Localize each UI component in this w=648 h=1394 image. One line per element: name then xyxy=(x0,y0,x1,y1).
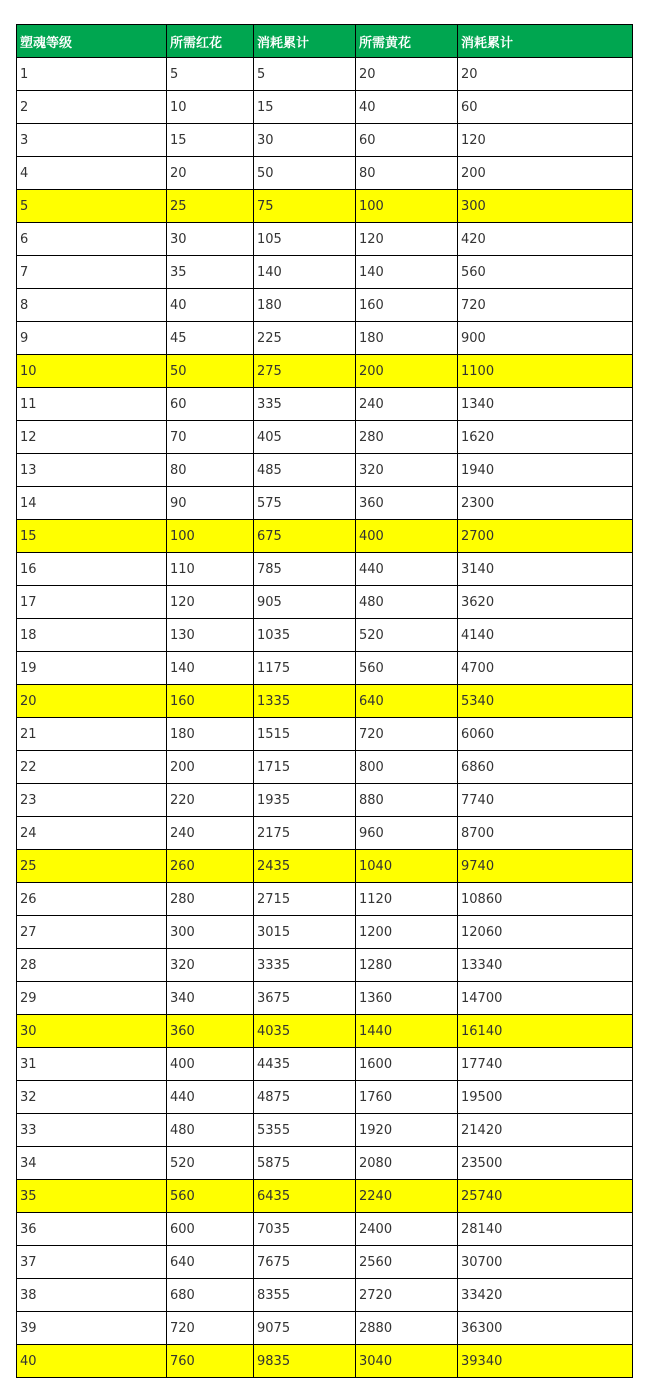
cell-yellow-flower-required: 960 xyxy=(356,817,458,850)
cell-yellow-flower-cumulative: 560 xyxy=(458,256,633,289)
cell-yellow-flower-required: 1600 xyxy=(356,1048,458,1081)
cell-red-flower-cumulative: 675 xyxy=(254,520,356,553)
column-header-red-flower-required: 所需红花 xyxy=(167,25,254,58)
cell-level: 15 xyxy=(17,520,167,553)
table-row xyxy=(17,1048,633,1081)
cell-yellow-flower-cumulative: 10860 xyxy=(458,883,633,916)
header-row xyxy=(17,25,633,58)
table-row xyxy=(17,619,633,652)
cell-yellow-flower-cumulative: 23500 xyxy=(458,1147,633,1180)
cell-level: 25 xyxy=(17,850,167,883)
cell-level: 7 xyxy=(17,256,167,289)
table-row xyxy=(17,388,633,421)
cell-level: 21 xyxy=(17,718,167,751)
column-header-red-flower-cumulative: 消耗累计 xyxy=(254,25,356,58)
table-row xyxy=(17,487,633,520)
cell-yellow-flower-cumulative: 1620 xyxy=(458,421,633,454)
cell-red-flower-cumulative: 485 xyxy=(254,454,356,487)
cell-red-flower-required: 5 xyxy=(167,58,254,91)
cell-red-flower-required: 760 xyxy=(167,1345,254,1378)
cell-level: 26 xyxy=(17,883,167,916)
cell-yellow-flower-cumulative: 1340 xyxy=(458,388,633,421)
cell-red-flower-cumulative: 3335 xyxy=(254,949,356,982)
cell-yellow-flower-cumulative: 900 xyxy=(458,322,633,355)
cell-red-flower-cumulative: 785 xyxy=(254,553,356,586)
cell-yellow-flower-cumulative: 300 xyxy=(458,190,633,223)
cell-yellow-flower-cumulative: 19500 xyxy=(458,1081,633,1114)
cell-red-flower-cumulative: 2175 xyxy=(254,817,356,850)
cell-level: 22 xyxy=(17,751,167,784)
cell-level: 37 xyxy=(17,1246,167,1279)
table-row xyxy=(17,190,633,223)
cell-level: 29 xyxy=(17,982,167,1015)
table-row xyxy=(17,1081,633,1114)
table-row xyxy=(17,949,633,982)
cell-yellow-flower-cumulative: 13340 xyxy=(458,949,633,982)
cell-yellow-flower-required: 40 xyxy=(356,91,458,124)
cell-yellow-flower-cumulative: 200 xyxy=(458,157,633,190)
table-row xyxy=(17,916,633,949)
cell-yellow-flower-cumulative: 6860 xyxy=(458,751,633,784)
cell-yellow-flower-cumulative: 1100 xyxy=(458,355,633,388)
cell-yellow-flower-required: 1440 xyxy=(356,1015,458,1048)
cell-red-flower-cumulative: 15 xyxy=(254,91,356,124)
cell-red-flower-required: 280 xyxy=(167,883,254,916)
cell-red-flower-required: 240 xyxy=(167,817,254,850)
cell-yellow-flower-required: 1920 xyxy=(356,1114,458,1147)
cell-red-flower-cumulative: 1175 xyxy=(254,652,356,685)
cell-yellow-flower-cumulative: 30700 xyxy=(458,1246,633,1279)
cell-level: 18 xyxy=(17,619,167,652)
cell-yellow-flower-cumulative: 9740 xyxy=(458,850,633,883)
table-row xyxy=(17,1147,633,1180)
cell-yellow-flower-cumulative: 60 xyxy=(458,91,633,124)
cell-yellow-flower-cumulative: 6060 xyxy=(458,718,633,751)
cell-level: 34 xyxy=(17,1147,167,1180)
cell-red-flower-cumulative: 405 xyxy=(254,421,356,454)
table-row xyxy=(17,322,633,355)
cell-yellow-flower-cumulative: 1940 xyxy=(458,454,633,487)
cell-yellow-flower-cumulative: 20 xyxy=(458,58,633,91)
cell-red-flower-required: 360 xyxy=(167,1015,254,1048)
column-header-level: 塑魂等级 xyxy=(17,25,167,58)
cell-red-flower-cumulative: 4875 xyxy=(254,1081,356,1114)
cell-red-flower-cumulative: 105 xyxy=(254,223,356,256)
cell-red-flower-cumulative: 6435 xyxy=(254,1180,356,1213)
table-row xyxy=(17,1114,633,1147)
cell-red-flower-required: 50 xyxy=(167,355,254,388)
table-row xyxy=(17,817,633,850)
table-row xyxy=(17,58,633,91)
cell-level: 4 xyxy=(17,157,167,190)
table-row xyxy=(17,520,633,553)
table-row xyxy=(17,883,633,916)
cell-level: 11 xyxy=(17,388,167,421)
cell-red-flower-required: 70 xyxy=(167,421,254,454)
cell-level: 20 xyxy=(17,685,167,718)
cell-level: 14 xyxy=(17,487,167,520)
cell-red-flower-required: 520 xyxy=(167,1147,254,1180)
cell-yellow-flower-required: 880 xyxy=(356,784,458,817)
cell-red-flower-cumulative: 575 xyxy=(254,487,356,520)
cell-yellow-flower-required: 2880 xyxy=(356,1312,458,1345)
cell-yellow-flower-cumulative: 2700 xyxy=(458,520,633,553)
cell-yellow-flower-cumulative: 28140 xyxy=(458,1213,633,1246)
table-row xyxy=(17,289,633,322)
cell-red-flower-required: 30 xyxy=(167,223,254,256)
soul-level-cost-table xyxy=(16,24,633,1378)
table-row xyxy=(17,982,633,1015)
cell-red-flower-required: 320 xyxy=(167,949,254,982)
cell-red-flower-cumulative: 50 xyxy=(254,157,356,190)
cell-level: 8 xyxy=(17,289,167,322)
cell-red-flower-required: 110 xyxy=(167,553,254,586)
cell-yellow-flower-required: 800 xyxy=(356,751,458,784)
cell-red-flower-cumulative: 1715 xyxy=(254,751,356,784)
cell-red-flower-cumulative: 2435 xyxy=(254,850,356,883)
cell-yellow-flower-required: 1360 xyxy=(356,982,458,1015)
cell-level: 38 xyxy=(17,1279,167,1312)
cell-red-flower-cumulative: 5875 xyxy=(254,1147,356,1180)
cell-yellow-flower-required: 1200 xyxy=(356,916,458,949)
cell-level: 9 xyxy=(17,322,167,355)
cell-yellow-flower-cumulative: 4700 xyxy=(458,652,633,685)
cell-yellow-flower-required: 1280 xyxy=(356,949,458,982)
cell-red-flower-cumulative: 5 xyxy=(254,58,356,91)
cell-red-flower-cumulative: 9075 xyxy=(254,1312,356,1345)
cell-red-flower-required: 10 xyxy=(167,91,254,124)
cell-yellow-flower-required: 200 xyxy=(356,355,458,388)
table-row xyxy=(17,553,633,586)
cell-red-flower-cumulative: 75 xyxy=(254,190,356,223)
cell-red-flower-required: 220 xyxy=(167,784,254,817)
cell-red-flower-required: 200 xyxy=(167,751,254,784)
cell-level: 10 xyxy=(17,355,167,388)
cell-red-flower-required: 440 xyxy=(167,1081,254,1114)
table-row xyxy=(17,751,633,784)
cell-red-flower-cumulative: 140 xyxy=(254,256,356,289)
table-row xyxy=(17,586,633,619)
cell-red-flower-cumulative: 4035 xyxy=(254,1015,356,1048)
cell-yellow-flower-required: 2080 xyxy=(356,1147,458,1180)
cell-yellow-flower-cumulative: 14700 xyxy=(458,982,633,1015)
cell-red-flower-required: 40 xyxy=(167,289,254,322)
cell-level: 28 xyxy=(17,949,167,982)
cell-yellow-flower-required: 120 xyxy=(356,223,458,256)
cell-red-flower-required: 720 xyxy=(167,1312,254,1345)
cell-yellow-flower-cumulative: 2300 xyxy=(458,487,633,520)
cell-yellow-flower-cumulative: 17740 xyxy=(458,1048,633,1081)
cell-yellow-flower-required: 2720 xyxy=(356,1279,458,1312)
table-row xyxy=(17,1279,633,1312)
cell-red-flower-cumulative: 1335 xyxy=(254,685,356,718)
cell-red-flower-cumulative: 4435 xyxy=(254,1048,356,1081)
cell-red-flower-cumulative: 5355 xyxy=(254,1114,356,1147)
cell-level: 17 xyxy=(17,586,167,619)
cell-yellow-flower-required: 1120 xyxy=(356,883,458,916)
cell-level: 33 xyxy=(17,1114,167,1147)
cell-yellow-flower-required: 180 xyxy=(356,322,458,355)
cell-red-flower-cumulative: 275 xyxy=(254,355,356,388)
cell-level: 32 xyxy=(17,1081,167,1114)
table-row xyxy=(17,421,633,454)
table-row xyxy=(17,685,633,718)
cell-yellow-flower-required: 280 xyxy=(356,421,458,454)
cell-red-flower-required: 180 xyxy=(167,718,254,751)
cell-yellow-flower-cumulative: 3620 xyxy=(458,586,633,619)
cell-red-flower-required: 80 xyxy=(167,454,254,487)
cell-yellow-flower-required: 160 xyxy=(356,289,458,322)
cell-red-flower-required: 260 xyxy=(167,850,254,883)
cell-red-flower-required: 100 xyxy=(167,520,254,553)
cell-red-flower-required: 340 xyxy=(167,982,254,1015)
cell-level: 16 xyxy=(17,553,167,586)
cell-red-flower-cumulative: 7675 xyxy=(254,1246,356,1279)
cell-red-flower-cumulative: 8355 xyxy=(254,1279,356,1312)
cell-yellow-flower-cumulative: 39340 xyxy=(458,1345,633,1378)
table-row xyxy=(17,256,633,289)
cell-level: 39 xyxy=(17,1312,167,1345)
cell-yellow-flower-cumulative: 16140 xyxy=(458,1015,633,1048)
cell-red-flower-cumulative: 9835 xyxy=(254,1345,356,1378)
cell-red-flower-required: 140 xyxy=(167,652,254,685)
cell-red-flower-cumulative: 335 xyxy=(254,388,356,421)
cell-level: 5 xyxy=(17,190,167,223)
cell-red-flower-required: 160 xyxy=(167,685,254,718)
cell-yellow-flower-required: 2560 xyxy=(356,1246,458,1279)
cell-red-flower-required: 480 xyxy=(167,1114,254,1147)
cell-red-flower-required: 120 xyxy=(167,586,254,619)
table-row xyxy=(17,1312,633,1345)
cell-yellow-flower-required: 100 xyxy=(356,190,458,223)
cell-red-flower-required: 60 xyxy=(167,388,254,421)
cell-red-flower-required: 600 xyxy=(167,1213,254,1246)
table-row xyxy=(17,223,633,256)
table-row xyxy=(17,91,633,124)
table-row xyxy=(17,157,633,190)
cell-red-flower-required: 15 xyxy=(167,124,254,157)
table-row xyxy=(17,1246,633,1279)
cell-level: 6 xyxy=(17,223,167,256)
cell-yellow-flower-cumulative: 420 xyxy=(458,223,633,256)
cell-red-flower-required: 45 xyxy=(167,322,254,355)
table-header xyxy=(17,25,633,58)
table-row xyxy=(17,850,633,883)
cell-yellow-flower-required: 400 xyxy=(356,520,458,553)
cell-yellow-flower-required: 480 xyxy=(356,586,458,619)
cell-yellow-flower-required: 2400 xyxy=(356,1213,458,1246)
cell-yellow-flower-required: 240 xyxy=(356,388,458,421)
cell-yellow-flower-cumulative: 25740 xyxy=(458,1180,633,1213)
cell-yellow-flower-required: 560 xyxy=(356,652,458,685)
cell-level: 23 xyxy=(17,784,167,817)
cell-red-flower-cumulative: 30 xyxy=(254,124,356,157)
cell-yellow-flower-required: 2240 xyxy=(356,1180,458,1213)
cell-level: 40 xyxy=(17,1345,167,1378)
cell-yellow-flower-cumulative: 7740 xyxy=(458,784,633,817)
cell-red-flower-cumulative: 7035 xyxy=(254,1213,356,1246)
cell-yellow-flower-cumulative: 4140 xyxy=(458,619,633,652)
cell-yellow-flower-required: 720 xyxy=(356,718,458,751)
table-row xyxy=(17,784,633,817)
cell-red-flower-required: 300 xyxy=(167,916,254,949)
cell-yellow-flower-cumulative: 21420 xyxy=(458,1114,633,1147)
cell-yellow-flower-required: 640 xyxy=(356,685,458,718)
cell-yellow-flower-cumulative: 720 xyxy=(458,289,633,322)
table-body xyxy=(17,58,633,1378)
table-row xyxy=(17,652,633,685)
cell-yellow-flower-required: 320 xyxy=(356,454,458,487)
cell-yellow-flower-cumulative: 120 xyxy=(458,124,633,157)
cell-yellow-flower-cumulative: 12060 xyxy=(458,916,633,949)
cell-level: 12 xyxy=(17,421,167,454)
cell-red-flower-cumulative: 3675 xyxy=(254,982,356,1015)
cell-level: 27 xyxy=(17,916,167,949)
table-row xyxy=(17,355,633,388)
cell-red-flower-required: 680 xyxy=(167,1279,254,1312)
cell-level: 31 xyxy=(17,1048,167,1081)
cell-red-flower-required: 400 xyxy=(167,1048,254,1081)
cell-yellow-flower-required: 1760 xyxy=(356,1081,458,1114)
cell-level: 3 xyxy=(17,124,167,157)
cell-red-flower-required: 35 xyxy=(167,256,254,289)
cell-level: 1 xyxy=(17,58,167,91)
column-header-yellow-flower-cumulative: 消耗累计 xyxy=(458,25,633,58)
cell-yellow-flower-cumulative: 8700 xyxy=(458,817,633,850)
table-row xyxy=(17,1213,633,1246)
cell-yellow-flower-required: 3040 xyxy=(356,1345,458,1378)
cell-yellow-flower-required: 80 xyxy=(356,157,458,190)
table-row xyxy=(17,1180,633,1213)
cell-red-flower-required: 90 xyxy=(167,487,254,520)
cell-red-flower-required: 640 xyxy=(167,1246,254,1279)
cell-red-flower-cumulative: 225 xyxy=(254,322,356,355)
cell-yellow-flower-required: 520 xyxy=(356,619,458,652)
cell-red-flower-cumulative: 1935 xyxy=(254,784,356,817)
cell-level: 36 xyxy=(17,1213,167,1246)
cell-yellow-flower-required: 140 xyxy=(356,256,458,289)
column-header-yellow-flower-required: 所需黄花 xyxy=(356,25,458,58)
cell-yellow-flower-required: 1040 xyxy=(356,850,458,883)
cell-red-flower-cumulative: 3015 xyxy=(254,916,356,949)
cell-yellow-flower-required: 440 xyxy=(356,553,458,586)
cell-red-flower-cumulative: 2715 xyxy=(254,883,356,916)
cell-red-flower-required: 130 xyxy=(167,619,254,652)
cell-yellow-flower-required: 60 xyxy=(356,124,458,157)
table-row xyxy=(17,124,633,157)
cell-yellow-flower-cumulative: 36300 xyxy=(458,1312,633,1345)
table-row xyxy=(17,1345,633,1378)
cell-red-flower-cumulative: 180 xyxy=(254,289,356,322)
cell-yellow-flower-required: 360 xyxy=(356,487,458,520)
table-row xyxy=(17,1015,633,1048)
cell-level: 24 xyxy=(17,817,167,850)
table-row xyxy=(17,718,633,751)
cell-yellow-flower-required: 20 xyxy=(356,58,458,91)
cell-yellow-flower-cumulative: 33420 xyxy=(458,1279,633,1312)
cell-red-flower-cumulative: 1515 xyxy=(254,718,356,751)
cell-level: 30 xyxy=(17,1015,167,1048)
table-row xyxy=(17,454,633,487)
cell-yellow-flower-cumulative: 5340 xyxy=(458,685,633,718)
cell-level: 19 xyxy=(17,652,167,685)
cell-level: 13 xyxy=(17,454,167,487)
cell-red-flower-required: 560 xyxy=(167,1180,254,1213)
cell-yellow-flower-cumulative: 3140 xyxy=(458,553,633,586)
cell-red-flower-cumulative: 1035 xyxy=(254,619,356,652)
cell-red-flower-required: 20 xyxy=(167,157,254,190)
cell-level: 35 xyxy=(17,1180,167,1213)
cell-red-flower-cumulative: 905 xyxy=(254,586,356,619)
cell-red-flower-required: 25 xyxy=(167,190,254,223)
cell-level: 2 xyxy=(17,91,167,124)
